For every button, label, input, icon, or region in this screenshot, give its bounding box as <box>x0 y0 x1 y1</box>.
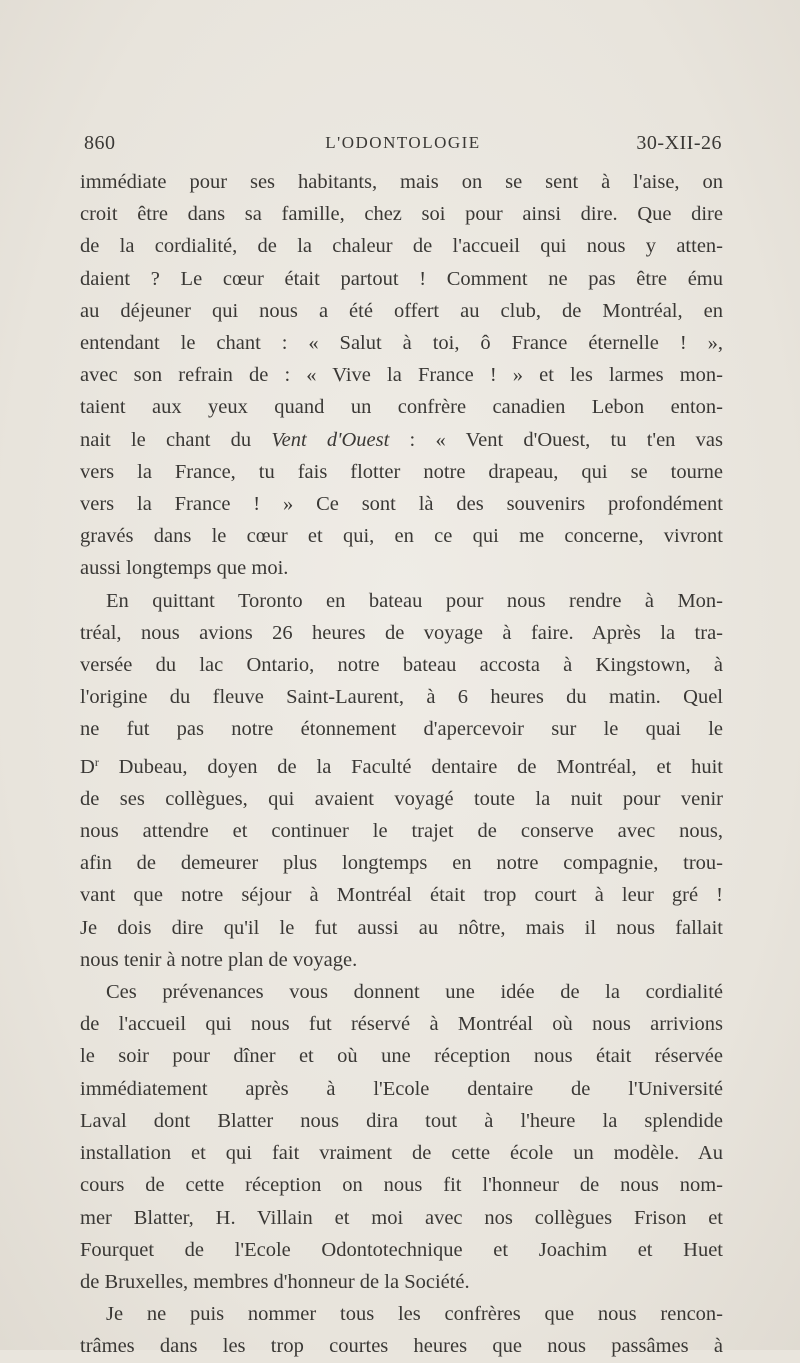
text-line: avec son refrain de : « Vive la France ! » et les larmes mon- <box>80 364 723 387</box>
text-line: tréal, nous avions 26 heures de voyage à faire. Après la tra- <box>80 621 723 644</box>
italic-title: Vent d'Ouest <box>271 428 390 451</box>
text-line: le soir pour dîner et où une réception nous était réservée <box>80 1045 723 1068</box>
text-line: trâmes dans les trop courtes heures que nous passâmes à <box>80 1335 723 1358</box>
text-line: l'origine du fleuve Saint-Laurent, à 6 heures du matin. Quel <box>80 686 723 709</box>
text-line: daient ? Le cœur était partout ! Comment ne pas être ému <box>80 267 723 290</box>
text-line: au déjeuner qui nous a été offert au club, de Montréal, en <box>80 299 723 322</box>
text-line: vers la France, tu fais flotter notre drapeau, qui se tourne <box>80 460 723 483</box>
journal-title: L'ODONTOLOGIE <box>325 133 481 152</box>
text-line: cours de cette réception on nous fit l'honneur de nous nom- <box>80 1174 723 1197</box>
text-line: vers la France ! » Ce sont là des souvenirs profondément <box>80 493 723 516</box>
body-text <box>80 166 723 1363</box>
text-line: de l'accueil qui nous fut réservé à Montréal où nous arrivions <box>80 1013 723 1036</box>
text-line: gravés dans le cœur et qui, en ce qui me concerne, vivront <box>80 525 723 548</box>
text-line: Laval dont Blatter nous dira tout à l'heure la splendide <box>80 1109 723 1132</box>
page-number: 860 <box>84 132 116 154</box>
text-line: ne fut pas notre étonnement d'apercevoir sur le quai le <box>80 718 723 741</box>
text-line: Fourquet de l'Ecole Odontotechnique et Joachim et Huet <box>80 1238 723 1261</box>
issue-date: 30-XII-26 <box>636 132 722 154</box>
text-line: de Bruxelles, membres d'honneur de la Société. <box>80 1270 470 1293</box>
text-line: vant que notre séjour à Montréal était trop court à leur gré ! <box>80 884 723 907</box>
text-line: nait le chant du Vent d'Ouest : « Vent d'Ouest, tu t'en vas <box>80 428 723 451</box>
text-line: Je ne puis nommer tous les confrères que nous rencon- <box>106 1303 723 1326</box>
running-header <box>84 132 722 158</box>
text-line: $D^r$ Dubeau, doyen de la Faculté dentaire de Montréal, et huit <box>80 754 723 778</box>
text-line: En quittant Toronto en bateau pour nous rendre à Mon- <box>106 589 723 612</box>
text-line: croit être dans sa famille, chez soi pour ainsi dire. Que dire <box>80 203 723 226</box>
text-line: nous tenir à notre plan de voyage. <box>80 948 358 971</box>
text-line: Ces prévenances vous donnent une idée de la cordialité <box>106 981 723 1004</box>
text-line: de ses collègues, qui avaient voyagé toute la nuit pour venir <box>80 787 723 810</box>
text-line: taient aux yeux quand un confrère canadien Lebon enton- <box>80 396 723 419</box>
text-line: installation et qui fait vraiment de cette école un modèle. Au <box>80 1142 723 1165</box>
text-line: Je dois dire qu'il le fut aussi au nôtre, mais il nous fallait <box>80 916 723 939</box>
text-line: mer Blatter, H. Villain et moi avec nos collègues Frison et <box>80 1206 723 1229</box>
text-line: nous attendre et continuer le trajet de conserve avec nous, <box>80 820 723 843</box>
text-line: de la cordialité, de la chaleur de l'accueil qui nous y atten- <box>80 235 723 258</box>
superscript: r <box>94 754 99 769</box>
text-line: immédiate pour ses habitants, mais on se sent à l'aise, on <box>80 171 723 193</box>
text-line: entendant le chant : « Salut à toi, ô France éternelle ! », <box>80 332 723 355</box>
text-line: afin de demeurer plus longtemps en notre compagnie, trou- <box>80 852 723 875</box>
text-line: versée du lac Ontario, notre bateau accosta à Kingstown, à <box>80 654 723 677</box>
text-line: immédiatement après à l'Ecole dentaire de l'Université <box>80 1077 723 1100</box>
text-line: aussi longtemps que moi. <box>80 557 289 580</box>
